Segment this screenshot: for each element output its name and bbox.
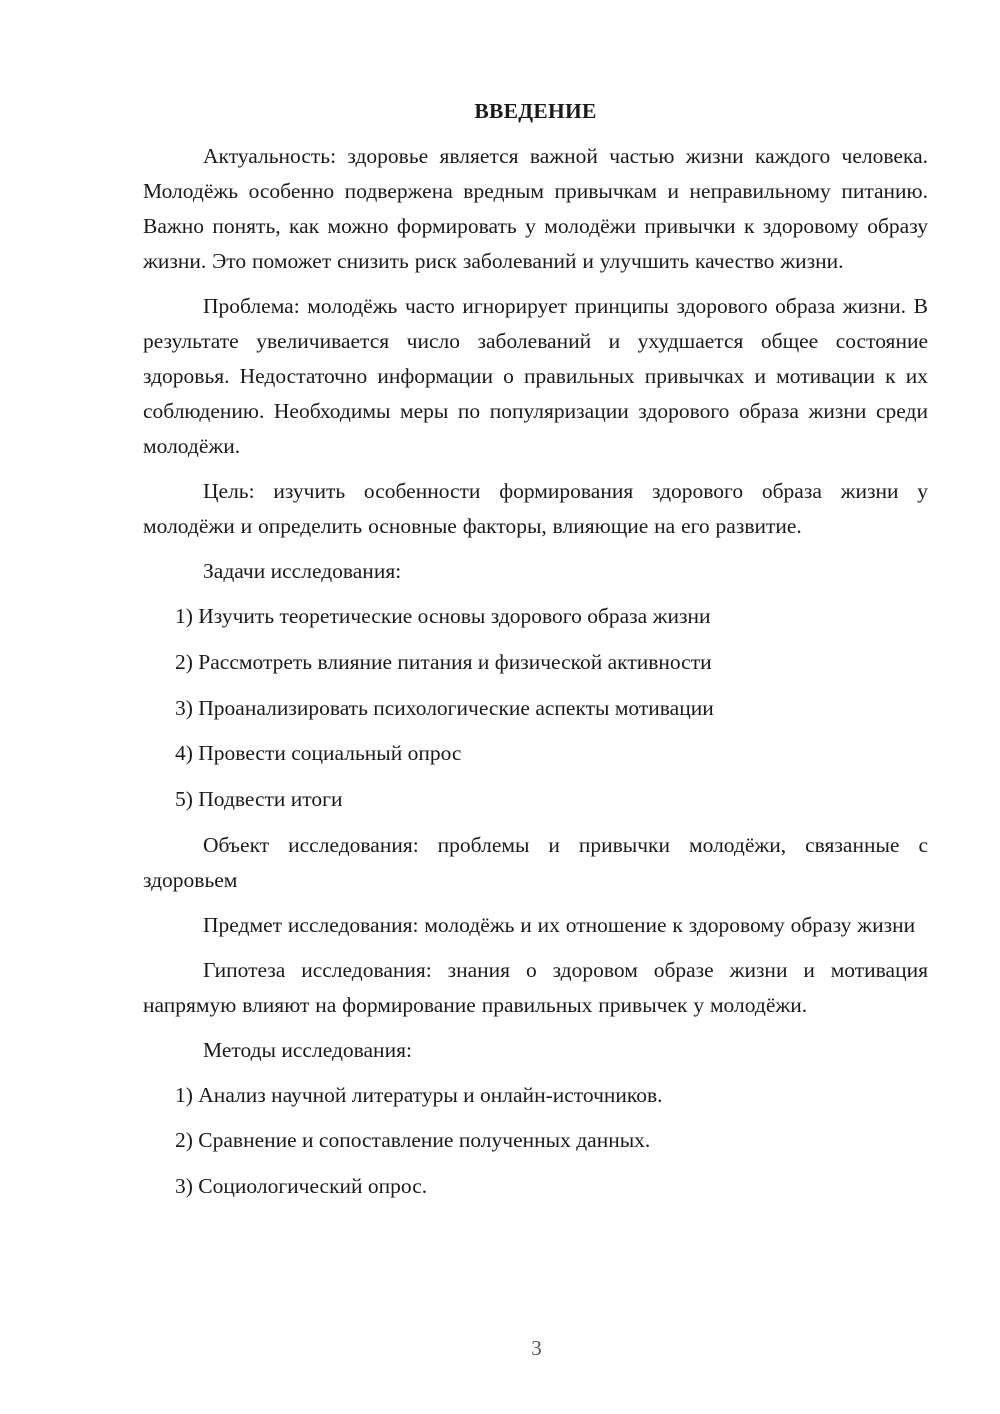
hypothesis-paragraph: Гипотеза исследования: знания о здоровом образе жизни и мотивация напрямую влияют на формирование правильных привычек у молодёжи. [143,957,928,1017]
subject-paragraph: Предмет исследования: молодёжь и их отношение к здоровому образу жизни [203,912,916,937]
page-content [143,94,928,1214]
object-paragraph: Объект исследования: проблемы и привычки молодёжи, связанные с здоровьем [143,832,928,892]
tasks-heading: Задачи исследования: [203,559,402,583]
task-item: 3) Проанализировать психологические аспекты мотивации [175,695,714,720]
task-item: 1) Изучить теоретические основы здорового образа жизни [175,604,711,628]
task-item: 5) Подвести итоги [175,787,343,812]
method-item: 3) Социологический опрос. [175,1173,428,1198]
methods-heading: Методы исследования: [203,1037,412,1062]
problem-paragraph: Проблема: молодёжь часто игнорирует принципы здорового образа жизни. В результате увеличивается число заболеваний и ухудшается общее состояние здоровья. Недостаточно информации о правильных привычках и мотивации к их соблюдению. Необходимы меры по популяризации здорового образа жизни среди молодёжи. [143,294,928,458]
methods-list [143,1078,928,1204]
goal-paragraph: Цель: изучить особенности формирования здорового образа жизни у молодёжи и определить основные факторы, влияющие на его развитие. [143,479,928,538]
method-item: 2) Сравнение и сопоставление полученных данных. [175,1128,651,1153]
task-item: 4) Провести социальный опрос [175,741,462,766]
section-title: ВВЕДЕНИЕ [474,99,597,123]
page-number: 3 [531,1336,542,1360]
method-item: 1) Анализ научной литературы и онлайн-источников. [175,1082,663,1107]
tasks-list [143,599,928,817]
task-item: 2) Рассмотреть влияние питания и физической активности [175,649,712,674]
relevance-paragraph: Актуальность: здоровье является важной частью жизни каждого человека. Молодёжь особенно подвержена вредным привычкам и неправильному питанию. Важно понять, как можно формировать у молодёжи привычки к здоровому образу жизни. Это поможет снизить риск заболеваний и улучшить качество жизни. [143,144,928,273]
